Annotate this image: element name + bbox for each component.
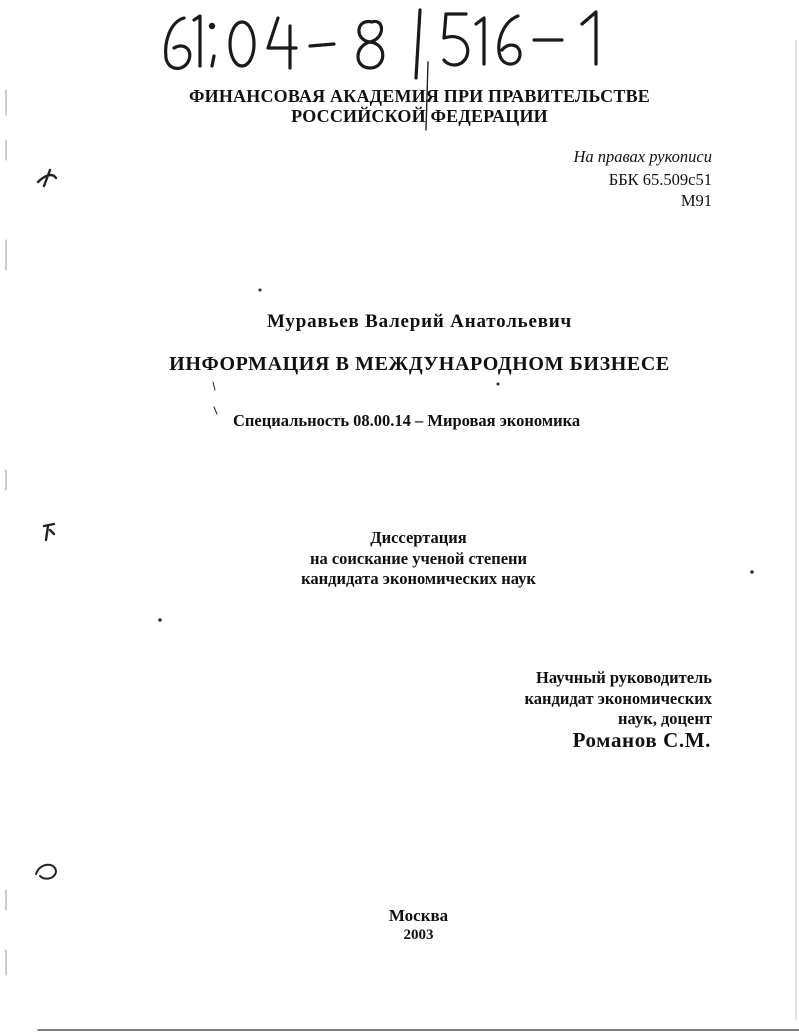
supervisor-name: Романов С.М. — [572, 728, 711, 752]
supervisor-degree-2: наук, доцент — [618, 709, 712, 728]
dissertation-type: Диссертация — [370, 528, 467, 547]
supervisor-degree-1: кандидат экономических — [524, 689, 712, 708]
year: 2003 — [403, 927, 434, 943]
city: Москва — [388, 906, 449, 925]
author-mark: М91 — [680, 191, 712, 210]
author-name: Муравьев Валерий Анатольевич — [266, 311, 573, 332]
dissertation-title: ИНФОРМАЦИЯ В МЕЖДУНАРОДНОМ БИЗНЕСЕ — [169, 353, 670, 375]
specialty: Специальность 08.00.14 – Мировая экономика — [233, 411, 581, 430]
handwritten-catalog-code — [150, 4, 620, 80]
degree-line-1: на соискание ученой степени — [309, 549, 528, 568]
degree-line-2: кандидата экономических наук — [301, 569, 536, 588]
supervisor-label: Научный руководитель — [536, 668, 712, 687]
organization-line-1: ФИНАНСОВАЯ АКАДЕМИЯ ПРИ ПРАВИТЕЛЬСТВЕ — [188, 86, 650, 106]
bbk-code: ББК 65.509с51 — [608, 170, 712, 189]
rights-note: На правах рукописи — [573, 147, 712, 166]
organization-line-2: РОССИЙСКОЙ ФЕДЕРАЦИИ — [291, 106, 548, 126]
